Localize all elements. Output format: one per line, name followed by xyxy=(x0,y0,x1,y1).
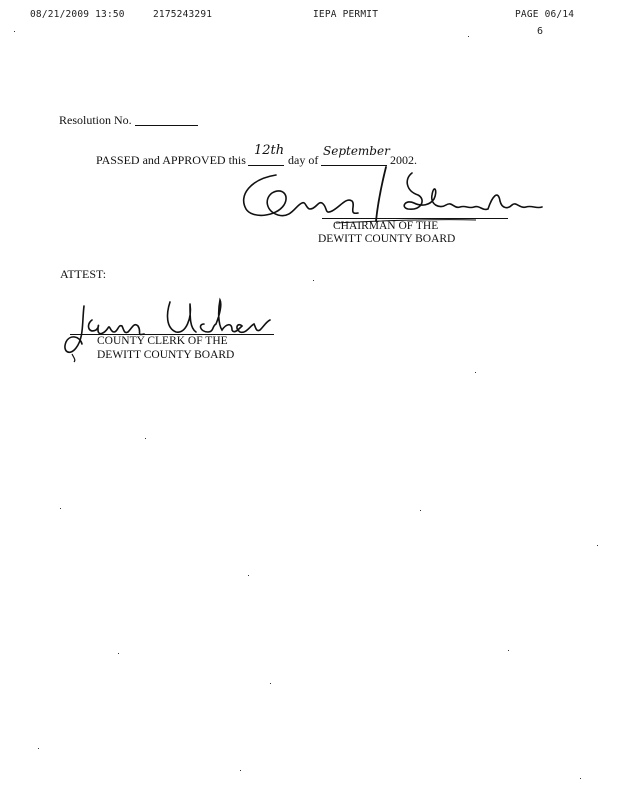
day-of-text: day of xyxy=(288,153,319,167)
handwritten-month: September xyxy=(323,144,390,158)
chairman-title-line1: CHAIRMAN OF THE xyxy=(333,220,439,232)
clerk-title-line1: COUNTY CLERK OF THE xyxy=(97,335,228,347)
resolution-label: Resolution No. xyxy=(59,113,132,127)
fax-sender: IEPA PERMIT xyxy=(313,9,379,20)
clerk-title-line2: DEWITT COUNTY BOARD xyxy=(97,349,235,361)
year-text: 2002. xyxy=(390,153,417,167)
chairman-title-line2: DEWITT COUNTY BOARD xyxy=(318,233,456,245)
page-mark: 6 xyxy=(537,26,544,37)
chairman-signature-line xyxy=(322,218,508,219)
handwritten-day: 12th xyxy=(254,143,285,158)
passed-approved-text: PASSED and APPROVED this xyxy=(96,153,246,167)
fax-datetime: 08/21/2009 13:50 xyxy=(30,9,125,20)
attest-label: ATTEST: xyxy=(60,267,107,281)
fax-phone: 2175243291 xyxy=(153,9,213,20)
resolution-number-blank xyxy=(135,125,198,126)
fax-page-number: PAGE 06/14 xyxy=(515,9,575,20)
